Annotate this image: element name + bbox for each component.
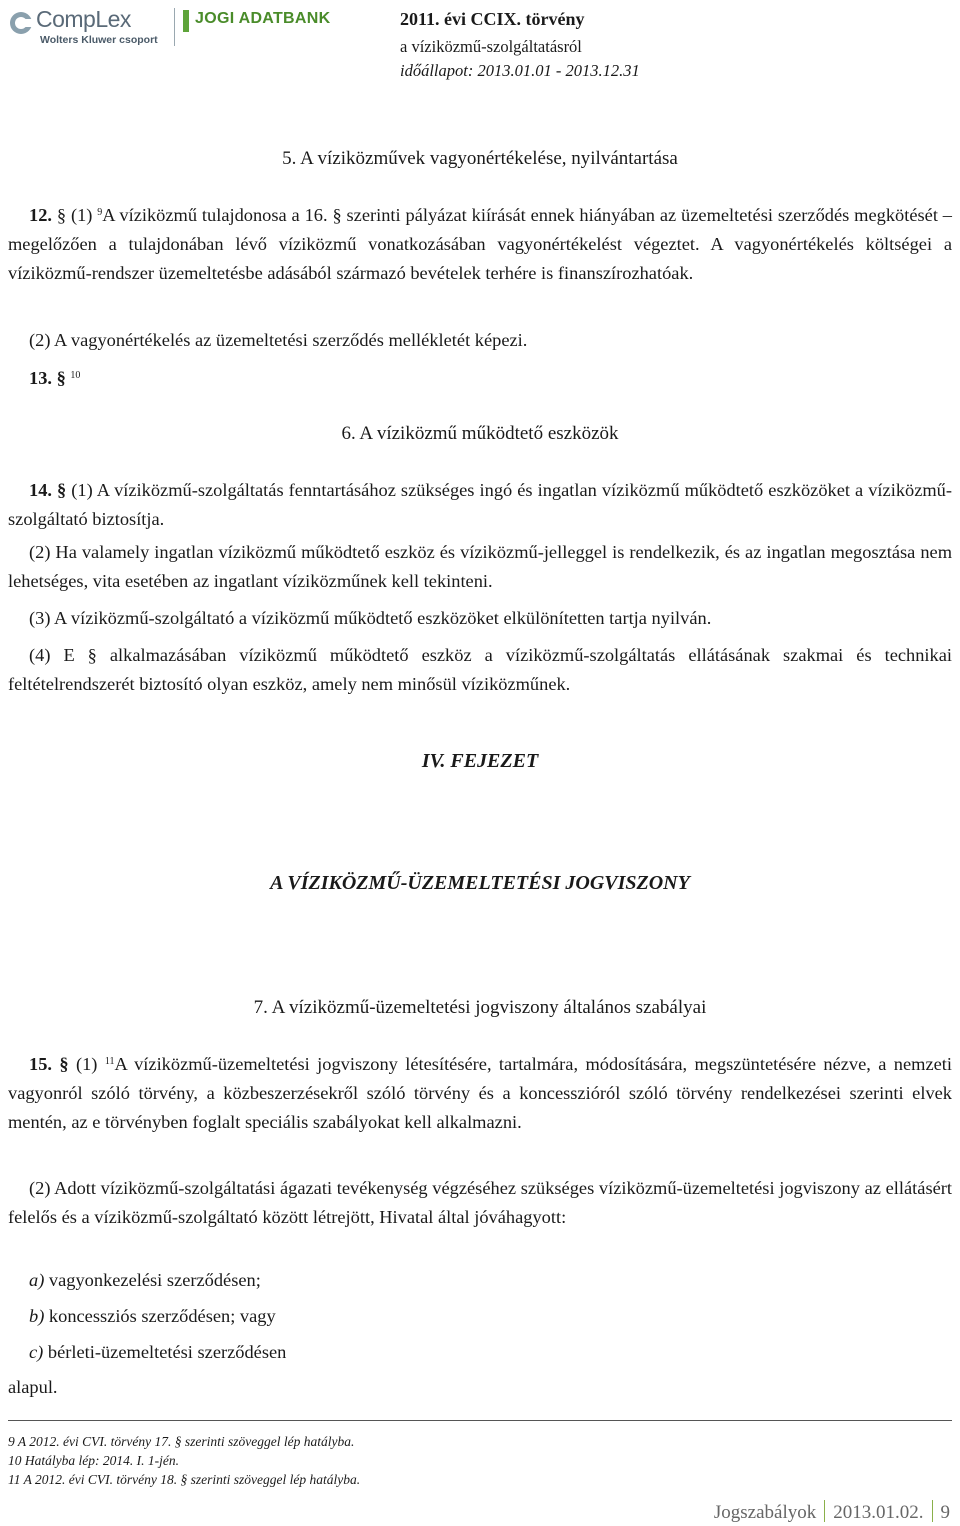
list-item-c-text: bérleti-üzemeltetési szerződésen (43, 1342, 287, 1362)
footnote-ref-9[interactable]: 9 (97, 207, 103, 218)
footnote-10: 10 Hatályba lép: 2014. I. 1-jén. (8, 1453, 179, 1468)
paragraph-14-2: (2) Ha valamely ingatlan víziközmű működtető eszköz és víziközmű-jelleggel is rendelkezik, és az ingatlan megosztása nem lehetséges, vita esetében az ingatlant víziközműnek kell tekinteni. (8, 542, 952, 591)
footer-separator (824, 1500, 825, 1522)
complex-logo (8, 6, 168, 50)
paragraph-12-1-text: A víziközmű tulajdonosa a 16. § szerinti pályázat kiírását ennek hiányában az üzemeltetési szerződés megkötését – megelőzően a tulajdonában lévő víziközmű vonatkozásában vagyonértékelést végeztet. A vagyonértékelés költségei a víziközmű-rendszer üzemeltetésbe adásából származó bevételek terhére is finanszírozhatóak. (8, 205, 952, 283)
paragraph-12-1-label: (1) (66, 205, 98, 225)
paragraph-13-number: 13. § (29, 368, 66, 388)
list-item-b-text: koncessziós szerződésen; vagy (44, 1306, 276, 1326)
paragraph-14-4: (4) E § alkalmazásában víziközmű működtető eszköz a víziközmű-szolgáltatás ellátásának szakmai és technikai feltételrendszerét biztosító olyan eszköz, amely nem minősül víziközműnek. (8, 645, 952, 694)
document-subtitle: a víziközmű-szolgáltatásról (400, 37, 582, 56)
footer-date: 2013.01.02. (833, 1502, 924, 1523)
section-6-heading: 6. A víziközmű működtető eszközök (341, 423, 619, 444)
chapter-title: A VÍZIKÖZMŰ-ÜZEMELTETÉSI JOGVISZONY (270, 872, 690, 894)
jogi-logo-text: JOGI ADATBANK (195, 10, 331, 27)
complex-logo-subtitle: Wolters Kluwer csoport (40, 34, 158, 46)
paragraph-15-1 (8, 1050, 952, 1137)
chapter-heading: IV. FEJEZET (421, 750, 539, 772)
complex-logo-icon (8, 10, 34, 36)
paragraph-12-2: (2) A vagyonértékelés az üzemeltetési szerződés mellékletét képezi. (29, 330, 528, 350)
paragraph-14-number: 14. § (29, 480, 67, 500)
section-7-heading: 7. A víziközmű-üzemeltetési jogviszony általános szabályai (253, 997, 707, 1018)
footnote-divider (8, 1420, 952, 1421)
paragraph-15-2: (2) Adott víziközmű-szolgáltatási ágazati tevékenység végzéséhez szükséges víziközmű-üzemeltetési jogviszony az ellátásért felelős és a víziközmű-szolgáltató között létrejött, Hivatal által jóváhagyott: (8, 1178, 952, 1227)
page-number: 9 (940, 1502, 950, 1523)
page-footer (714, 1500, 950, 1524)
paragraph-15-1-text: A víziközmű-üzemeltetési jogviszony létesítésére, tartalmára, módosítására, megszüntetésére nézve, a nemzeti vagyonról szóló törvény, a közbeszerzésekről szóló törvény és a koncesszióról szóló törvény rendelkezései szerinti elvek mentén, az e törvényben foglalt speciális szabályokat kell alkalmazni. (8, 1054, 953, 1132)
document-title: 2011. évi CCIX. törvény (400, 9, 585, 29)
list-item-a-label: a) (29, 1270, 45, 1290)
list-item-c-label: c) (29, 1342, 44, 1362)
paragraph-13 (8, 364, 952, 393)
footnote-11: 11 A 2012. évi CVI. törvény 18. § szerinti szöveggel lép hatályba. (8, 1472, 361, 1487)
complex-logo-name: CompLex (36, 6, 131, 32)
paragraph-14-1 (8, 476, 952, 534)
list-item-c (8, 1338, 952, 1367)
closing-text: alapul. (8, 1377, 58, 1397)
jogi-logo-bar-icon (183, 10, 189, 32)
footer-separator (932, 1500, 933, 1522)
paragraph-12-number: 12. (29, 205, 52, 225)
footnote-9: 9 A 2012. évi CVI. törvény 17. § szerinti szöveggel lép hatályba. (8, 1434, 355, 1449)
list-item-b-label: b) (29, 1306, 45, 1326)
document-state: időállapot: 2013.01.01 - 2013.12.31 (400, 61, 640, 80)
paragraph-14-1-text: (1) A víziközmű-szolgáltatás fenntartásához szükséges ingó és ingatlan víziközmű működtető eszközöket a víziközmű-szolgáltató biztosítja. (8, 480, 952, 529)
logo-divider (174, 8, 175, 46)
paragraph-15-1-label: (1) (68, 1054, 105, 1074)
paragraph-15-number: 15. § (29, 1054, 69, 1074)
list-item-a (8, 1266, 952, 1295)
footnote-ref-10[interactable]: 10 (70, 370, 81, 381)
paragraph-14-3: (3) A víziközmű-szolgáltató a víziközmű működtető eszközöket elkülönítetten tartja nyilván. (29, 608, 712, 628)
section-sign: § (56, 205, 67, 225)
footer-label: Jogszabályok (713, 1502, 817, 1523)
paragraph-12-1 (8, 201, 952, 288)
section-5-heading: 5. A víziközművek vagyonértékelése, nyilvántartása (282, 148, 678, 169)
list-item-a-text: vagyonkezelési szerződésen; (44, 1270, 261, 1290)
list-item-b (8, 1302, 952, 1331)
footnote-ref-11[interactable]: 11 (104, 1056, 115, 1067)
